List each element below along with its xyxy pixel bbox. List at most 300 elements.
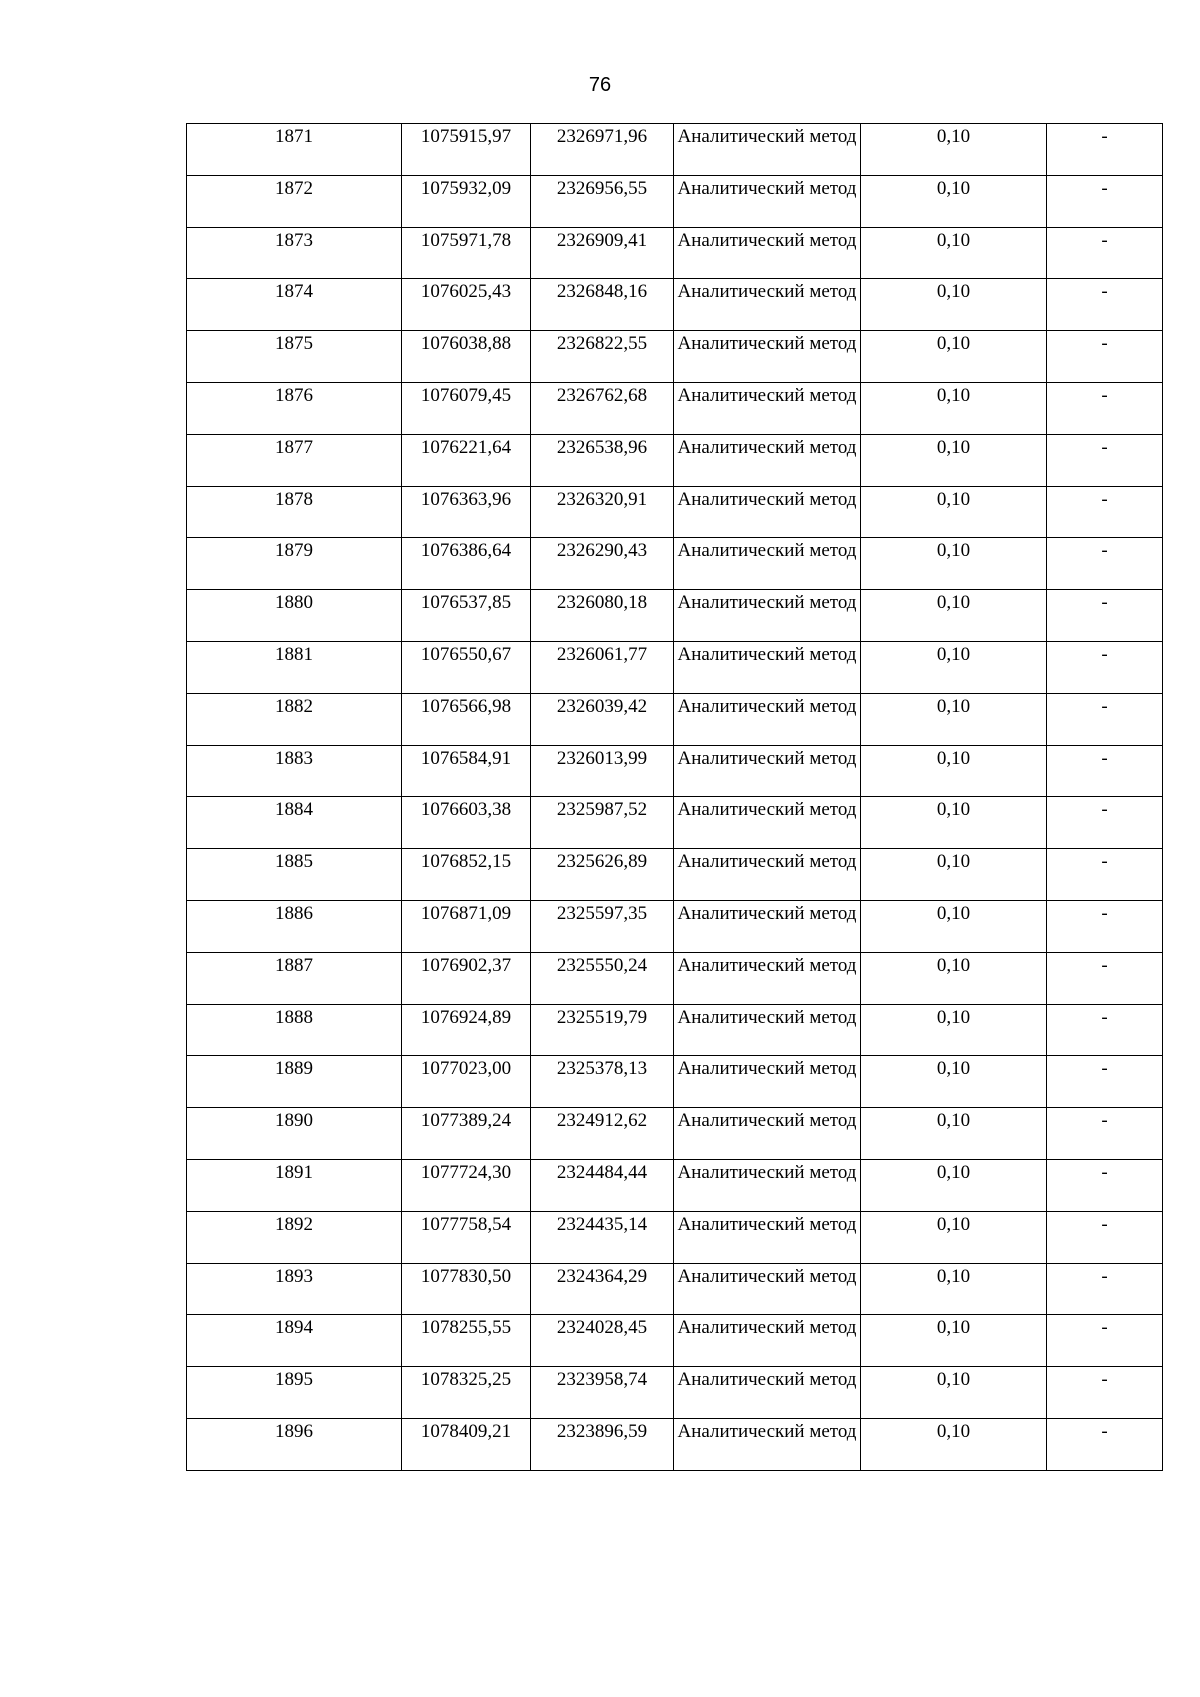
note-cell	[1047, 590, 1163, 642]
point-number-cell-text: 1885	[275, 851, 313, 873]
y-coordinate-cell-text: 2323958,74	[556, 1369, 648, 1391]
method-cell	[674, 486, 861, 538]
method-cell-text: Аналитический метод	[677, 384, 857, 406]
x-coordinate-cell	[402, 1004, 531, 1056]
point-number-cell	[187, 175, 402, 227]
method-cell-text: Аналитический метод	[677, 1006, 857, 1028]
y-coordinate-cell-text: 2326956,55	[556, 177, 648, 199]
accuracy-cell-text: 0,10	[936, 643, 971, 665]
y-coordinate-cell	[531, 434, 674, 486]
table-row	[187, 952, 1163, 1004]
y-coordinate-cell-text: 2324484,44	[556, 1161, 648, 1183]
point-number-cell	[187, 952, 402, 1004]
x-coordinate-cell-text: 1076603,38	[420, 799, 512, 821]
point-number-cell-text: 1893	[275, 1265, 313, 1287]
y-coordinate-cell-text: 2326061,77	[556, 643, 648, 665]
accuracy-cell	[861, 382, 1047, 434]
table-row	[187, 693, 1163, 745]
method-cell	[674, 434, 861, 486]
point-number-cell-text: 1883	[275, 747, 313, 769]
method-cell-text: Аналитический метод	[677, 1161, 857, 1183]
y-coordinate-cell	[531, 227, 674, 279]
table-row	[187, 434, 1163, 486]
point-number-cell	[187, 1263, 402, 1315]
x-coordinate-cell	[402, 745, 531, 797]
accuracy-cell-text: 0,10	[936, 281, 971, 303]
y-coordinate-cell-text: 2325550,24	[556, 954, 648, 976]
note-cell	[1047, 1315, 1163, 1367]
point-number-cell-text: 1896	[275, 1420, 313, 1442]
method-cell	[674, 1159, 861, 1211]
method-cell-text: Аналитический метод	[677, 747, 857, 769]
note-cell-text: -	[1101, 229, 1108, 251]
y-coordinate-cell-text: 2324028,45	[556, 1317, 648, 1339]
note-cell-text: -	[1101, 1420, 1108, 1442]
x-coordinate-cell	[402, 1418, 531, 1470]
point-number-cell	[187, 1056, 402, 1108]
y-coordinate-cell	[531, 538, 674, 590]
note-cell-text: -	[1101, 488, 1108, 510]
point-number-cell	[187, 434, 402, 486]
table-row	[187, 227, 1163, 279]
note-cell-text: -	[1101, 1058, 1108, 1080]
point-number-cell	[187, 124, 402, 176]
method-cell	[674, 279, 861, 331]
table-row	[187, 124, 1163, 176]
accuracy-cell	[861, 952, 1047, 1004]
point-number-cell-text: 1871	[275, 126, 313, 147]
y-coordinate-cell	[531, 331, 674, 383]
note-cell	[1047, 1056, 1163, 1108]
y-coordinate-cell	[531, 124, 674, 176]
accuracy-cell	[861, 900, 1047, 952]
y-coordinate-cell	[531, 1263, 674, 1315]
y-coordinate-cell	[531, 745, 674, 797]
method-cell-text: Аналитический метод	[677, 902, 857, 924]
accuracy-cell-text: 0,10	[936, 333, 971, 355]
method-cell-text: Аналитический метод	[677, 540, 857, 562]
table-row	[187, 1315, 1163, 1367]
note-cell-text: -	[1101, 747, 1108, 769]
x-coordinate-cell	[402, 434, 531, 486]
note-cell-text: -	[1101, 1369, 1108, 1391]
method-cell	[674, 1263, 861, 1315]
x-coordinate-cell	[402, 797, 531, 849]
point-number-cell-text: 1884	[275, 799, 313, 821]
table-row	[187, 1418, 1163, 1470]
y-coordinate-cell-text: 2325519,79	[556, 1006, 648, 1028]
note-cell-text: -	[1101, 333, 1108, 355]
x-coordinate-cell	[402, 1315, 531, 1367]
accuracy-cell-text: 0,10	[936, 1213, 971, 1235]
accuracy-cell-text: 0,10	[936, 384, 971, 406]
note-cell-text: -	[1101, 851, 1108, 873]
table-body	[187, 124, 1163, 1471]
method-cell-text: Аналитический метод	[677, 954, 857, 976]
accuracy-cell-text: 0,10	[936, 1420, 971, 1442]
point-number-cell	[187, 900, 402, 952]
y-coordinate-cell-text: 2326320,91	[556, 488, 648, 510]
x-coordinate-cell-text: 1076852,15	[420, 851, 512, 873]
x-coordinate-cell	[402, 849, 531, 901]
x-coordinate-cell-text: 1075971,78	[420, 229, 512, 251]
x-coordinate-cell	[402, 1108, 531, 1160]
y-coordinate-cell	[531, 1418, 674, 1470]
note-cell-text: -	[1101, 1265, 1108, 1287]
table-row	[187, 900, 1163, 952]
x-coordinate-cell	[402, 486, 531, 538]
coordinates-table	[186, 123, 1163, 1471]
note-cell	[1047, 797, 1163, 849]
note-cell	[1047, 486, 1163, 538]
table-row	[187, 1367, 1163, 1419]
note-cell-text: -	[1101, 436, 1108, 458]
method-cell	[674, 952, 861, 1004]
accuracy-cell	[861, 279, 1047, 331]
point-number-cell-text: 1891	[275, 1161, 313, 1183]
y-coordinate-cell	[531, 1367, 674, 1419]
y-coordinate-cell-text: 2325626,89	[556, 851, 648, 873]
x-coordinate-cell	[402, 175, 531, 227]
point-number-cell	[187, 1211, 402, 1263]
y-coordinate-cell-text: 2324364,29	[556, 1265, 648, 1287]
note-cell	[1047, 1367, 1163, 1419]
method-cell-text: Аналитический метод	[677, 281, 857, 303]
y-coordinate-cell	[531, 175, 674, 227]
accuracy-cell	[861, 1315, 1047, 1367]
y-coordinate-cell-text: 2326290,43	[556, 540, 648, 562]
note-cell	[1047, 1211, 1163, 1263]
y-coordinate-cell-text: 2326971,96	[556, 126, 648, 147]
y-coordinate-cell	[531, 382, 674, 434]
method-cell	[674, 175, 861, 227]
table-row	[187, 641, 1163, 693]
method-cell	[674, 900, 861, 952]
note-cell	[1047, 538, 1163, 590]
y-coordinate-cell-text: 2325987,52	[556, 799, 648, 821]
y-coordinate-cell-text: 2326822,55	[556, 333, 648, 355]
note-cell-text: -	[1101, 126, 1108, 147]
note-cell	[1047, 952, 1163, 1004]
table-row	[187, 331, 1163, 383]
point-number-cell-text: 1873	[275, 229, 313, 251]
method-cell-text: Аналитический метод	[677, 1110, 857, 1132]
point-number-cell	[187, 1418, 402, 1470]
x-coordinate-cell-text: 1078255,55	[420, 1317, 512, 1339]
note-cell	[1047, 1263, 1163, 1315]
accuracy-cell-text: 0,10	[936, 954, 971, 976]
x-coordinate-cell	[402, 279, 531, 331]
point-number-cell-text: 1872	[275, 177, 313, 199]
method-cell	[674, 797, 861, 849]
x-coordinate-cell-text: 1076924,89	[420, 1006, 512, 1028]
accuracy-cell-text: 0,10	[936, 1058, 971, 1080]
page-number: 76	[588, 74, 612, 96]
accuracy-cell-text: 0,10	[936, 695, 971, 717]
point-number-cell-text: 1881	[275, 643, 313, 665]
y-coordinate-cell-text: 2326039,42	[556, 695, 648, 717]
accuracy-cell	[861, 797, 1047, 849]
y-coordinate-cell	[531, 1159, 674, 1211]
x-coordinate-cell-text: 1075932,09	[420, 177, 512, 199]
note-cell-text: -	[1101, 954, 1108, 976]
point-number-cell-text: 1890	[275, 1110, 313, 1132]
point-number-cell	[187, 641, 402, 693]
accuracy-cell	[861, 693, 1047, 745]
x-coordinate-cell	[402, 1159, 531, 1211]
method-cell-text: Аналитический метод	[677, 695, 857, 717]
point-number-cell	[187, 797, 402, 849]
point-number-cell	[187, 538, 402, 590]
point-number-cell-text: 1880	[275, 592, 313, 614]
note-cell	[1047, 434, 1163, 486]
method-cell	[674, 1056, 861, 1108]
note-cell	[1047, 1418, 1163, 1470]
note-cell	[1047, 279, 1163, 331]
method-cell	[674, 1418, 861, 1470]
y-coordinate-cell-text: 2326080,18	[556, 592, 648, 614]
method-cell	[674, 693, 861, 745]
accuracy-cell	[861, 1004, 1047, 1056]
method-cell-text: Аналитический метод	[677, 643, 857, 665]
y-coordinate-cell	[531, 1315, 674, 1367]
y-coordinate-cell-text: 2323896,59	[556, 1420, 648, 1442]
accuracy-cell-text: 0,10	[936, 436, 971, 458]
x-coordinate-cell-text: 1077758,54	[420, 1213, 512, 1235]
y-coordinate-cell-text: 2325597,35	[556, 902, 648, 924]
y-coordinate-cell	[531, 693, 674, 745]
table-row	[187, 1211, 1163, 1263]
method-cell-text: Аналитический метод	[677, 851, 857, 873]
note-cell-text: -	[1101, 281, 1108, 303]
x-coordinate-cell	[402, 382, 531, 434]
accuracy-cell	[861, 486, 1047, 538]
y-coordinate-cell	[531, 1211, 674, 1263]
point-number-cell-text: 1876	[275, 384, 313, 406]
point-number-cell-text: 1877	[275, 436, 313, 458]
y-coordinate-cell-text: 2325378,13	[556, 1058, 648, 1080]
table-row	[187, 538, 1163, 590]
table-row	[187, 590, 1163, 642]
table-row	[187, 849, 1163, 901]
y-coordinate-cell-text: 2326013,99	[556, 747, 648, 769]
note-cell	[1047, 745, 1163, 797]
note-cell	[1047, 124, 1163, 176]
point-number-cell-text: 1888	[275, 1006, 313, 1028]
x-coordinate-cell	[402, 952, 531, 1004]
note-cell-text: -	[1101, 695, 1108, 717]
table-row	[187, 1108, 1163, 1160]
note-cell	[1047, 227, 1163, 279]
point-number-cell	[187, 331, 402, 383]
table-row	[187, 1159, 1163, 1211]
x-coordinate-cell	[402, 227, 531, 279]
method-cell	[674, 227, 861, 279]
method-cell-text: Аналитический метод	[677, 126, 857, 147]
note-cell	[1047, 641, 1163, 693]
accuracy-cell-text: 0,10	[936, 1317, 971, 1339]
point-number-cell-text: 1875	[275, 333, 313, 355]
y-coordinate-cell	[531, 641, 674, 693]
x-coordinate-cell-text: 1076025,43	[420, 281, 512, 303]
point-number-cell	[187, 1159, 402, 1211]
method-cell	[674, 538, 861, 590]
y-coordinate-cell	[531, 849, 674, 901]
table-row	[187, 1056, 1163, 1108]
x-coordinate-cell	[402, 538, 531, 590]
point-number-cell	[187, 382, 402, 434]
note-cell	[1047, 693, 1163, 745]
accuracy-cell	[861, 1418, 1047, 1470]
note-cell	[1047, 849, 1163, 901]
point-number-cell-text: 1887	[275, 954, 313, 976]
table-row	[187, 745, 1163, 797]
x-coordinate-cell-text: 1076038,88	[420, 333, 512, 355]
method-cell	[674, 331, 861, 383]
method-cell-text: Аналитический метод	[677, 1420, 857, 1442]
point-number-cell-text: 1879	[275, 540, 313, 562]
method-cell	[674, 1108, 861, 1160]
x-coordinate-cell-text: 1076902,37	[420, 954, 512, 976]
x-coordinate-cell	[402, 331, 531, 383]
table-row	[187, 382, 1163, 434]
method-cell-text: Аналитический метод	[677, 488, 857, 510]
accuracy-cell	[861, 641, 1047, 693]
point-number-cell-text: 1886	[275, 902, 313, 924]
method-cell	[674, 849, 861, 901]
method-cell-text: Аналитический метод	[677, 1317, 857, 1339]
note-cell-text: -	[1101, 384, 1108, 406]
method-cell	[674, 1211, 861, 1263]
accuracy-cell	[861, 1056, 1047, 1108]
x-coordinate-cell	[402, 693, 531, 745]
accuracy-cell	[861, 227, 1047, 279]
method-cell-text: Аналитический метод	[677, 436, 857, 458]
point-number-cell	[187, 486, 402, 538]
table-row	[187, 797, 1163, 849]
point-number-cell	[187, 590, 402, 642]
note-cell-text: -	[1101, 643, 1108, 665]
table-row	[187, 1004, 1163, 1056]
note-cell	[1047, 1004, 1163, 1056]
y-coordinate-cell-text: 2324435,14	[556, 1213, 648, 1235]
y-coordinate-cell	[531, 900, 674, 952]
accuracy-cell	[861, 590, 1047, 642]
y-coordinate-cell	[531, 1108, 674, 1160]
accuracy-cell	[861, 1211, 1047, 1263]
point-number-cell	[187, 1315, 402, 1367]
accuracy-cell-text: 0,10	[936, 177, 971, 199]
y-coordinate-cell	[531, 1004, 674, 1056]
x-coordinate-cell-text: 1076871,09	[420, 902, 512, 924]
accuracy-cell-text: 0,10	[936, 747, 971, 769]
accuracy-cell	[861, 1367, 1047, 1419]
point-number-cell	[187, 693, 402, 745]
y-coordinate-cell-text: 2324912,62	[556, 1110, 648, 1132]
point-number-cell	[187, 849, 402, 901]
x-coordinate-cell-text: 1076550,67	[420, 643, 512, 665]
method-cell-text: Аналитический метод	[677, 799, 857, 821]
note-cell-text: -	[1101, 592, 1108, 614]
method-cell	[674, 1004, 861, 1056]
x-coordinate-cell-text: 1076566,98	[420, 695, 512, 717]
x-coordinate-cell-text: 1078409,21	[420, 1420, 512, 1442]
x-coordinate-cell-text: 1077830,50	[420, 1265, 512, 1287]
accuracy-cell-text: 0,10	[936, 126, 971, 147]
x-coordinate-cell-text: 1077389,24	[420, 1110, 512, 1132]
x-coordinate-cell	[402, 1056, 531, 1108]
accuracy-cell	[861, 745, 1047, 797]
accuracy-cell-text: 0,10	[936, 229, 971, 251]
method-cell	[674, 641, 861, 693]
y-coordinate-cell	[531, 1056, 674, 1108]
table-row	[187, 175, 1163, 227]
point-number-cell	[187, 279, 402, 331]
y-coordinate-cell-text: 2326762,68	[556, 384, 648, 406]
note-cell	[1047, 382, 1163, 434]
point-number-cell-text: 1878	[275, 488, 313, 510]
method-cell-text: Аналитический метод	[677, 592, 857, 614]
point-number-cell-text: 1895	[275, 1369, 313, 1391]
method-cell	[674, 590, 861, 642]
x-coordinate-cell-text: 1076386,64	[420, 540, 512, 562]
accuracy-cell	[861, 331, 1047, 383]
x-coordinate-cell-text: 1075915,97	[420, 126, 512, 147]
y-coordinate-cell-text: 2326848,16	[556, 281, 648, 303]
method-cell-text: Аналитический метод	[677, 1058, 857, 1080]
accuracy-cell	[861, 1263, 1047, 1315]
note-cell-text: -	[1101, 799, 1108, 821]
point-number-cell	[187, 745, 402, 797]
accuracy-cell-text: 0,10	[936, 592, 971, 614]
method-cell-text: Аналитический метод	[677, 1213, 857, 1235]
note-cell-text: -	[1101, 1161, 1108, 1183]
x-coordinate-cell-text: 1076221,64	[420, 436, 512, 458]
note-cell-text: -	[1101, 1110, 1108, 1132]
note-cell-text: -	[1101, 1213, 1108, 1235]
method-cell-text: Аналитический метод	[677, 229, 857, 251]
point-number-cell-text: 1894	[275, 1317, 313, 1339]
table-row	[187, 1263, 1163, 1315]
x-coordinate-cell	[402, 590, 531, 642]
note-cell	[1047, 1159, 1163, 1211]
note-cell-text: -	[1101, 902, 1108, 924]
point-number-cell	[187, 227, 402, 279]
accuracy-cell-text: 0,10	[936, 1265, 971, 1287]
method-cell	[674, 1315, 861, 1367]
note-cell	[1047, 175, 1163, 227]
accuracy-cell	[861, 1108, 1047, 1160]
point-number-cell	[187, 1367, 402, 1419]
x-coordinate-cell-text: 1076537,85	[420, 592, 512, 614]
note-cell	[1047, 331, 1163, 383]
accuracy-cell-text: 0,10	[936, 1369, 971, 1391]
y-coordinate-cell	[531, 590, 674, 642]
point-number-cell	[187, 1108, 402, 1160]
point-number-cell-text: 1882	[275, 695, 313, 717]
accuracy-cell-text: 0,10	[936, 799, 971, 821]
x-coordinate-cell-text: 1077023,00	[420, 1058, 512, 1080]
y-coordinate-cell-text: 2326909,41	[556, 229, 648, 251]
note-cell-text: -	[1101, 1006, 1108, 1028]
x-coordinate-cell	[402, 1211, 531, 1263]
method-cell-text: Аналитический метод	[677, 333, 857, 355]
x-coordinate-cell-text: 1076079,45	[420, 384, 512, 406]
accuracy-cell-text: 0,10	[936, 1006, 971, 1028]
method-cell	[674, 1367, 861, 1419]
method-cell-text: Аналитический метод	[677, 1369, 857, 1391]
accuracy-cell-text: 0,10	[936, 1110, 971, 1132]
